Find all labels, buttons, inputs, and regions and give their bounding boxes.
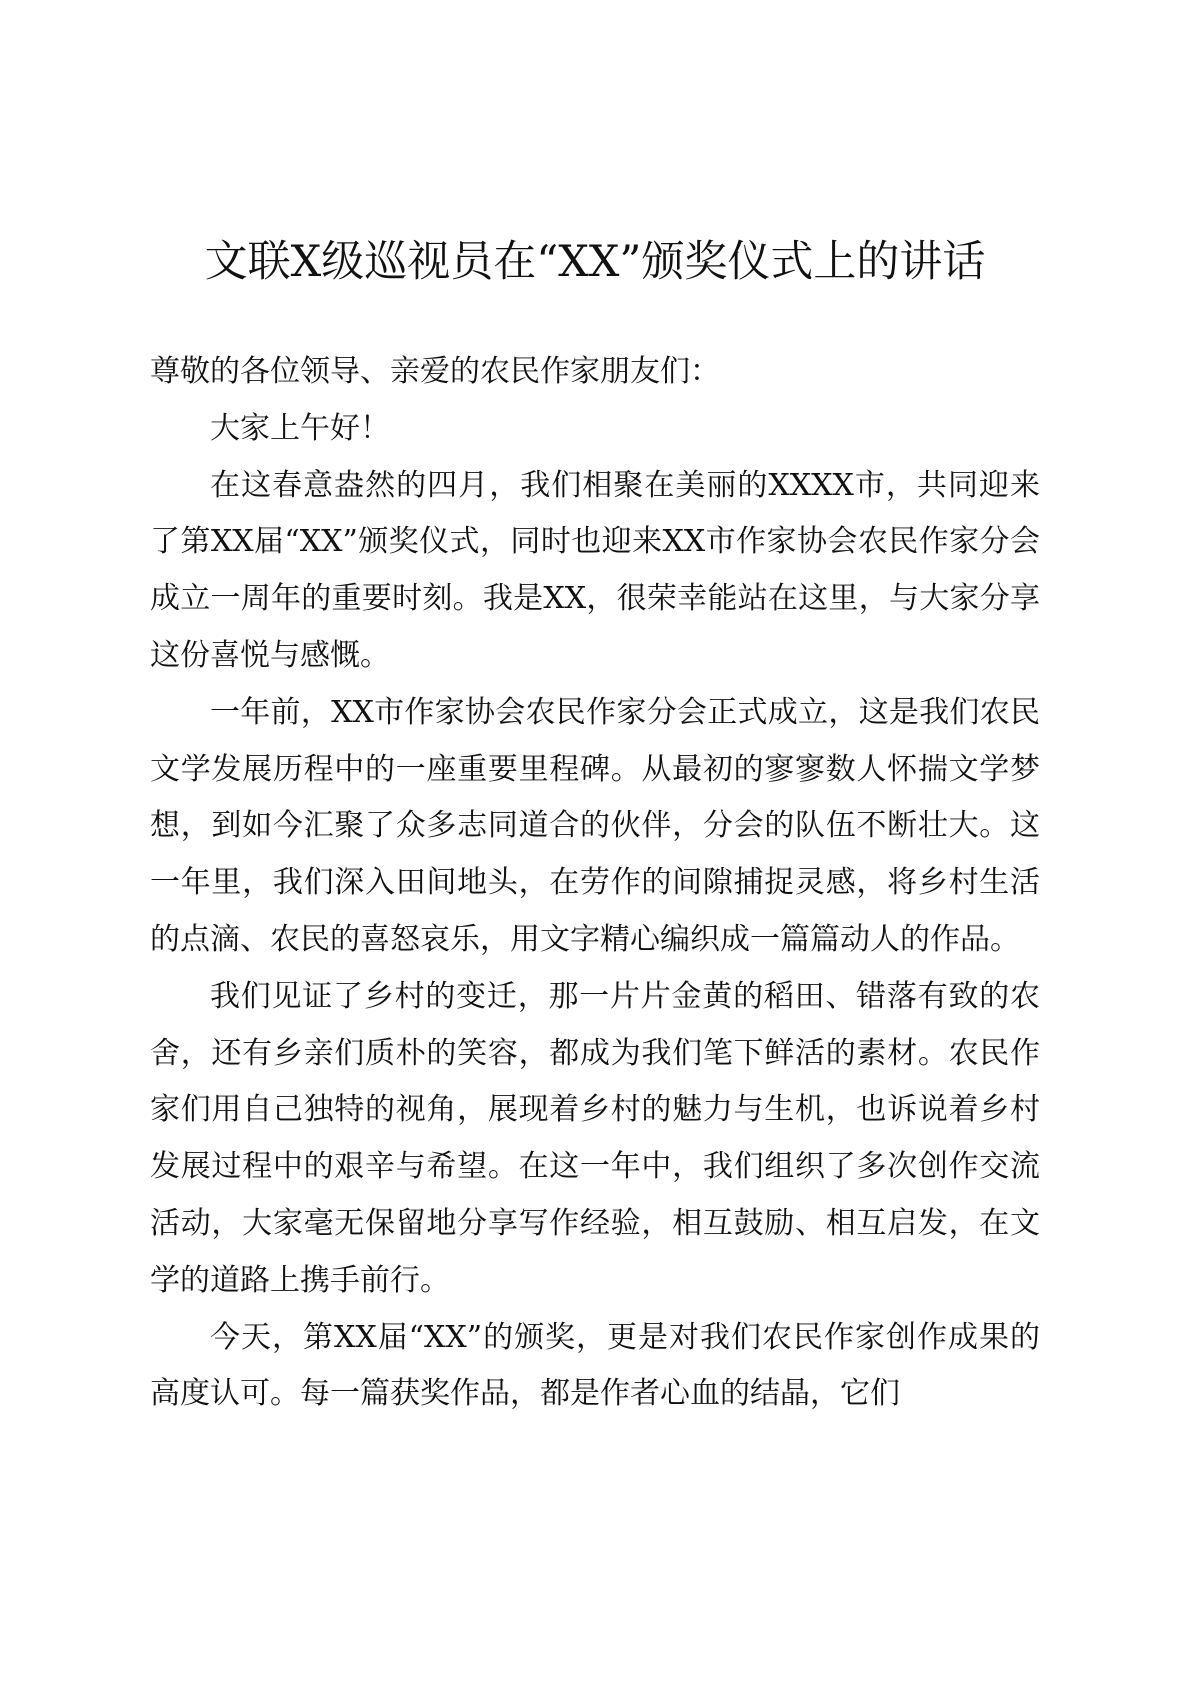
salutation: 尊敬的各位领导、亲爱的农民作家朋友们： bbox=[150, 354, 720, 389]
paragraph: 今天，第XX届“XX”的颁奖，更是对我们农民作家创作成果的高度认可。每一篇获奖作品，都是作者心血的结晶，它们 bbox=[150, 1319, 1040, 1412]
paragraph-greeting: 大家上午好！ bbox=[210, 410, 390, 446]
document-title: 文联X级巡视员在“XX”颁奖仪式上的讲话 bbox=[204, 237, 986, 287]
document-body bbox=[150, 344, 1040, 1423]
paragraph: 我们见证了乡村的变迁，那一片片金黄的稻田、错落有致的农舍，还有乡亲们质朴的笑容，都成为我们笔下鲜活的素材。农民作家们用自己独特的视角，展现着乡村的魅力与生机，也诉说着乡村发展过程中的艰辛与希望。在这一年中，我们组织了多次创作交流活动，大家毫无保留地分享写作经验，相互鼓励、相互启发，在文学的道路上携手前行。 bbox=[150, 978, 1040, 1298]
paragraph: 在这春意盎然的四月，我们相聚在美丽的XXXX市，共同迎来了第XX届“XX”颁奖仪式，同时也迎来XX市作家协会农民作家分会成立一周年的重要时刻。我是XX，很荣幸能站在这里，与大家分享这份喜悦与感慨。 bbox=[150, 467, 1040, 673]
paragraph: 一年前，XX市作家协会农民作家分会正式成立，这是我们农民文学发展历程中的一座重要里程碑。从最初的寥寥数人怀揣文学梦想，到如今汇聚了众多志同道合的伙伴，分会的队伍不断壮大。这一年里，我们深入田间地头，在劳作的间隙捕捉灵感，将乡村生活的点滴、农民的喜怒哀乐，用文字精心编织成一篇篇动人的作品。 bbox=[150, 694, 1040, 957]
